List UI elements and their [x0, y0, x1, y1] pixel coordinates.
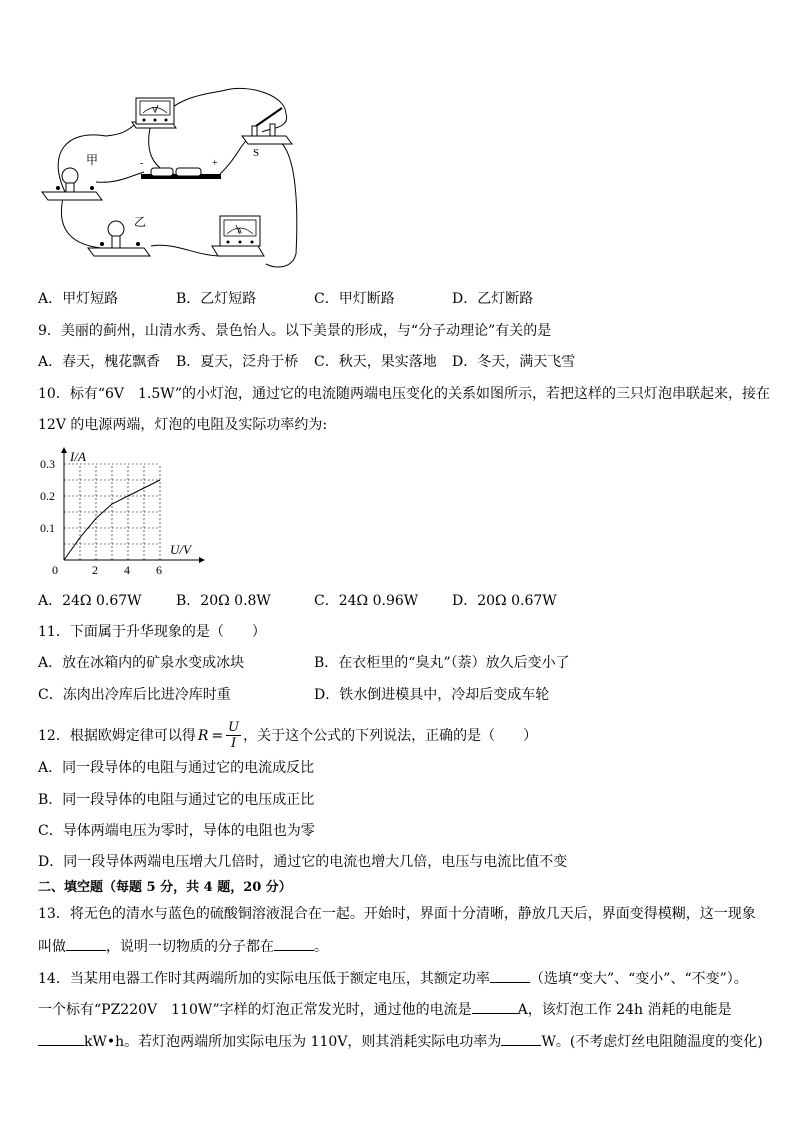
battery-plus: +: [212, 158, 218, 169]
q14-line2: [38, 999, 732, 1020]
q12-option-b: B．同一段导体的电阻与通过它的电压成正比: [38, 792, 315, 808]
formula-denominator: I: [231, 736, 237, 751]
q13-line2: [38, 936, 328, 957]
formula-lhs: R: [197, 727, 209, 744]
chart-grid: [64, 464, 160, 560]
x-tick-label: 6: [156, 563, 162, 577]
q13-blank-1[interactable]: [66, 936, 106, 951]
q9-option-a: A．春天，槐花飘香: [38, 354, 161, 370]
q14-line2-b: A，该灯泡工作 24h 消耗的电能是: [517, 1002, 732, 1018]
q12-stem-suffix: ，关于这个公式的下列说法，正确的是（ ）: [243, 727, 538, 744]
q10-stem-line2: 12V 的电源两端，灯泡的电阻及实际功率约为:: [38, 417, 328, 433]
q13-line2-b: ，说明一切物质的分子都在: [106, 939, 274, 955]
iu-chart: [36, 444, 206, 579]
q13-line2-a: 叫做: [38, 939, 66, 955]
q14-line3: [38, 1031, 763, 1052]
voltmeter: [132, 98, 176, 128]
q14-line2-a: 一个标有“PZ220V 110W”字样的灯泡正常发光时，通过他的电流是: [38, 1002, 472, 1018]
q12-stem: [38, 720, 537, 751]
q9-option-c: C．秋天，果实落地: [314, 354, 437, 370]
q14-line3-b: W。(不考虑灯丝电阻随温度的变化): [541, 1034, 763, 1050]
q9-option-d: D．冬天，满天飞雪: [452, 354, 576, 370]
x-tick-label: 4: [124, 563, 130, 577]
q10-option-a: A．24Ω 0.67W: [38, 593, 142, 609]
x-axis-label: U/V: [170, 542, 191, 557]
q8-option-d: D．乙灯断路: [452, 291, 534, 307]
q9-option-b: B．夏天，泛舟于桥: [176, 354, 299, 370]
q11-option-b: B．在衣柜里的“臭丸”（萘）放久后变小了: [314, 655, 570, 671]
q14-blank-1[interactable]: [490, 968, 530, 983]
q8-option-b: B．乙灯短路: [176, 291, 257, 307]
q14-blank-3[interactable]: [38, 1031, 84, 1046]
q13-blank-2[interactable]: [274, 936, 314, 951]
q11-option-d: D．铁水倒进模具中，冷却后变成车轮: [314, 687, 550, 703]
formula-numerator: U: [228, 720, 240, 735]
q12-stem-prefix: 12．根据欧姆定律可以得: [38, 727, 196, 744]
q13-line2-c: 。: [314, 939, 328, 955]
y-tick-label: 0.1: [40, 521, 55, 535]
q11-option-c: C．冻肉出冷库后比进冷库时重: [38, 687, 231, 703]
q14-line1-a: 14．当某用电器工作时其两端所加的实际电压低于额定电压，其额定功率: [38, 971, 490, 987]
q13-line1: 13．将无色的清水与蓝色的硫酸铜溶液混合在一起。开始时，界面十分清晰，静放几天后，界面变得模糊，这一现象: [38, 906, 756, 922]
q14-line3-a: kW•h。若灯泡两端所加实际电压为 110V，则其消耗实际电功率为: [84, 1034, 502, 1050]
label-jia: 甲: [86, 153, 99, 167]
q11-option-a: A．放在冰箱内的矿泉水变成冰块: [38, 655, 245, 671]
q14-line1: [38, 968, 748, 989]
q12-option-a: A．同一段导体的电阻与通过它的电流成反比: [38, 760, 315, 776]
q10-option-d: D．20Ω 0.67W: [452, 593, 557, 609]
voltmeter-label: V: [152, 106, 158, 114]
y-axis-label: I/A: [70, 449, 86, 464]
q12-option-d: D．同一段导体两端电压增大几倍时，通过它的电流也增大几倍，电压与电流比值不变: [38, 854, 568, 870]
circuit-diagram: [36, 84, 306, 274]
q10-stem-line1: 10．标有“6V 1.5W”的小灯泡，通过它的电流随两端电压变化的关系如图所示，若把这样的三只灯泡串联起来，接在: [38, 386, 771, 402]
q10-option-b: B．20Ω 0.8W: [176, 593, 271, 609]
switch: [242, 108, 292, 159]
origin-label: 0: [52, 563, 58, 577]
lamp-jia: [42, 153, 102, 200]
y-tick-label: 0.2: [40, 489, 55, 503]
q12-formula: [198, 720, 241, 751]
q14-line1-b: （选填“变大”、“变小”、“不变”）。: [529, 971, 748, 987]
ammeter-label: A: [237, 227, 243, 235]
switch-label: S: [253, 147, 260, 159]
lamp-yi: [88, 215, 150, 256]
q14-blank-2[interactable]: [472, 999, 518, 1014]
q11-stem: 11．下面属于升华现象的是（ ）: [38, 624, 266, 640]
q12-option-c: C．导体两端电压为零时，导体的电阻也为零: [38, 823, 315, 839]
ammeter: [212, 216, 264, 256]
q8-option-c: C．甲灯断路: [314, 291, 395, 307]
y-tick-label: 0.3: [40, 457, 55, 471]
label-yi: 乙: [134, 215, 147, 229]
section2-title: 二、填空题（每题 5 分，共 4 题，20 分）: [38, 880, 292, 895]
q10-option-c: C．24Ω 0.96W: [314, 593, 419, 609]
x-tick-label: 2: [92, 563, 98, 577]
q8-option-a: A．甲灯短路: [38, 291, 119, 307]
q9-stem: 9．美丽的蓟州，山清水秀、景色怡人。以下美景的形成，与“分子动理论”有关的是: [38, 323, 552, 339]
battery-minus: -: [140, 158, 144, 169]
battery: [140, 158, 221, 179]
q14-blank-4[interactable]: [501, 1031, 541, 1046]
formula-eq: =: [211, 727, 224, 744]
